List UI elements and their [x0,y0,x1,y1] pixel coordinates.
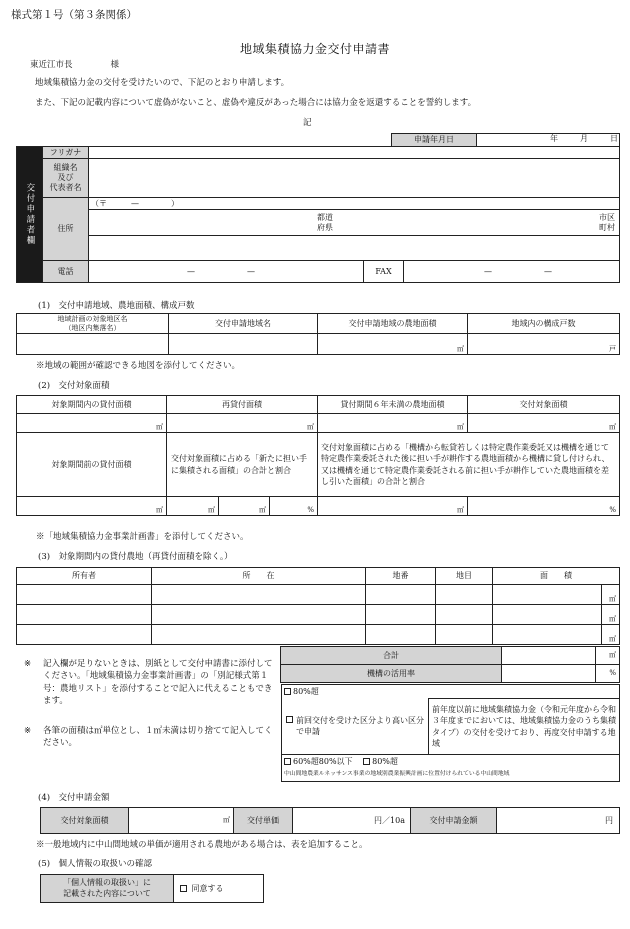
date-label: 申請年月日 [392,134,477,147]
chiban-cell[interactable] [366,585,436,605]
new-accum-area-field[interactable]: ㎡ [167,497,219,516]
total-field[interactable] [502,647,596,665]
area-unit: ㎡ [602,605,620,625]
privacy-agree-checkbox[interactable] [180,885,187,892]
area-cell[interactable] [493,585,602,605]
applicant-table [16,146,620,283]
prefecture-label: 都道 府県 [317,213,333,233]
prev-category-cell[interactable] [282,699,429,755]
intro-text-2: また、下記の記載内容について虚偽がないこと、虚偽や違反があった場合には協力金を返還することを誓約します。 [35,98,477,108]
area-cell[interactable] [493,625,602,645]
col-farmland-area-header: 交付申請地域の農地面積 [318,314,468,334]
rate-unit: % [596,665,620,683]
location-cell[interactable] [152,585,366,605]
org-label: 組織名 及び 代表者名 [43,159,89,198]
note1-mark: ※ [24,659,32,669]
section5-table [40,874,264,903]
opt-60-checkbox[interactable] [284,758,291,765]
applicant-side-label: 交付申請者欄 [17,147,43,283]
municipality-label: 市区 町村 [599,213,615,233]
note2-text: 各筆の面積は㎡単位とし、１㎡未満は切り捨てて記入してください。 [43,726,273,749]
date-field[interactable] [477,134,620,147]
ki-mark: 記 [303,118,312,128]
col-owner-header: 所有者 [17,568,152,585]
fax-label: FAX [364,261,404,283]
col-area-name-header: 交付申請地域名 [169,314,318,334]
form-number: 様式第１号（第３条関係） [11,9,137,21]
note2-mark: ※ [24,726,32,736]
chimoku-cell[interactable] [436,585,493,605]
phone-field[interactable]: — — [89,261,364,283]
mountain-note: 中山間地農業ルネッサンス事業の地域別農業振興計画に位置付けられている中山間地域 [282,769,620,782]
chiban-cell[interactable] [366,605,436,625]
month-label: 月 [580,134,588,143]
target-area-input[interactable]: ㎡ [129,808,234,834]
before-lend-area-label: 対象期間前の貸付面積 [17,433,167,497]
area-unit: ㎡ [602,625,620,645]
col-area-header: 面 積 [493,568,620,585]
opt-80b-checkbox[interactable] [363,758,370,765]
target-area-label: 交付対象面積 [41,808,129,834]
lend-area-field[interactable]: ㎡ [17,414,167,433]
col-households-header: 地域内の構成戸数 [468,314,620,334]
relend-area-field[interactable]: ㎡ [167,414,318,433]
area-name-field[interactable] [169,334,318,355]
district-field[interactable] [17,334,169,355]
table-row [17,585,620,605]
opt-80-label: 80%超 [293,686,319,696]
totals-table [280,646,620,683]
date-table [391,133,620,147]
h-short-lend-area: 貸付期間６年未満の農地面積 [318,396,468,414]
intro-text-1: 地域集積協力金の交付を受けたいので、下記のとおり申請します。 [35,78,290,88]
col-chimoku-header: 地目 [436,568,493,585]
net-accum-area-field[interactable]: ㎡ [318,497,468,516]
section4-note: ※一般地域内に中山間地域の単価が適用される農地がある場合は、表を追加すること。 [36,840,368,850]
households-field[interactable]: 戸 [468,334,620,355]
short-lend-area-field[interactable]: ㎡ [318,414,468,433]
chimoku-cell[interactable] [436,625,493,645]
note1-text: 記入欄が足りないときは、別紙として交付申請書に添付してください。「地域集積協力金事業計画書」の「別記様式第１号：農地リスト」を添付することで記入に代えることもできます。 [43,659,273,706]
chimoku-cell[interactable] [436,605,493,625]
total-label: 合計 [281,647,502,665]
new-accum-ratio-field[interactable]: % [270,497,318,516]
col-location-header: 所 在 [152,568,366,585]
address-field[interactable] [89,210,620,236]
fax-field[interactable]: — — [404,261,620,283]
h-lend-area: 対象期間内の貸付面積 [17,396,167,414]
addressee-name: 東近江市長 [30,60,73,70]
address-detail-field[interactable] [89,236,620,261]
opt-80b-label: 80%超 [372,756,398,766]
category-table [281,684,620,782]
h-target-area: 交付対象面積 [468,396,620,414]
privacy-label: 「個人情報の取扱い」に 記載された内容について [41,875,174,903]
table-row [17,625,620,645]
before-lend-area-field[interactable]: ㎡ [17,497,167,516]
opt-60-row[interactable] [282,755,620,769]
section2-table [16,395,620,516]
section2-note: ※「地域集積協力金事業計画書」を添付してください。 [36,532,249,542]
addressee-honorific: 様 [110,60,120,70]
table-row [17,605,620,625]
section1-table [16,313,620,355]
section1-note: ※地域の範囲が確認できる地図を添付してください。 [36,361,241,371]
net-accum-ratio-label: 交付対象面積に占める「機構から転貸若しくは特定農作業委託又は機構を通じて特定農作業委託された後に担い手が耕作する農地面積から機構に貸し付けられ、又は機構を通じて特定農作業委託される前に担い手が耕作していた農地面積を差し引いた面積」の合計と割合 [318,433,620,497]
org-field[interactable] [89,159,620,198]
rate-field[interactable] [502,665,596,683]
col-district-header: 地域計画の対象地区名 （地区内集落名） [17,314,169,334]
phone-label: 電話 [43,261,89,283]
new-accum-ratio-label: 交付対象面積に占める「新たに担い手に集積される面積」の合計と割合 [167,433,318,497]
prev-category-label: 前回交付を受けた区分より高い区分で申請 [296,715,424,737]
address-label: 住所 [43,198,89,261]
farmland-area-field[interactable]: ㎡ [318,334,468,355]
location-cell[interactable] [152,625,366,645]
owner-cell[interactable] [17,585,152,605]
net-accum-ratio-field[interactable]: % [468,497,620,516]
owner-cell[interactable] [17,605,152,625]
section5-heading: (5) 個人情報の取扱いの確認 [38,859,153,869]
amount-input[interactable]: 円 [497,808,620,834]
furigana-field[interactable] [89,147,620,159]
unit-price-label: 交付単価 [234,808,293,834]
chiban-cell[interactable] [366,625,436,645]
year-label: 年 [550,134,558,143]
section4-heading: (4) 交付申請金額 [38,793,110,803]
area-unit: ㎡ [602,585,620,605]
opt-80-checkbox[interactable] [284,688,291,695]
furigana-label: フリガナ [43,147,89,159]
unit-price-input[interactable]: 円／10a [293,808,411,834]
owner-cell[interactable] [17,625,152,645]
location-cell[interactable] [152,605,366,625]
addressee [30,58,119,70]
rate-label: 機構の活用率 [281,665,502,683]
postal-field[interactable]: （〒 — ） [89,198,620,210]
h-relend-area: 再貸付面積 [167,396,318,414]
privacy-agree-label: 同意する [191,883,224,893]
new-accum-area2-field[interactable]: ㎡ [219,497,270,516]
total-unit: ㎡ [596,647,620,665]
prev-category-desc: 前年度以前に地域集積協力金（令和元年度から令和３年度までにおいては、地域集積協力金のうち集積タイプ）の交付を受けており、再度交付申請する地域 [429,699,620,755]
section2-heading: (2) 交付対象面積 [38,381,110,391]
opt-80-row[interactable] [282,685,620,699]
section3-table [16,567,620,645]
target-area-field[interactable]: ㎡ [468,414,620,433]
section3-heading: (3) 対象期間内の貸付農地（再貸付面積を除く。） [38,552,233,562]
amount-label: 交付申請金額 [411,808,497,834]
section1-heading: (1) 交付申請地域、農地面積、構成戸数 [38,301,195,311]
document-title: 地域集積協力金交付申請書 [239,42,390,56]
col-chiban-header: 地番 [366,568,436,585]
privacy-agree-cell[interactable] [174,875,264,903]
day-label: 日 [610,134,618,143]
section4-table [40,807,620,834]
prev-category-checkbox[interactable] [286,716,293,723]
opt-60-label: 60%超80%以下 [293,756,353,766]
area-cell[interactable] [493,605,602,625]
